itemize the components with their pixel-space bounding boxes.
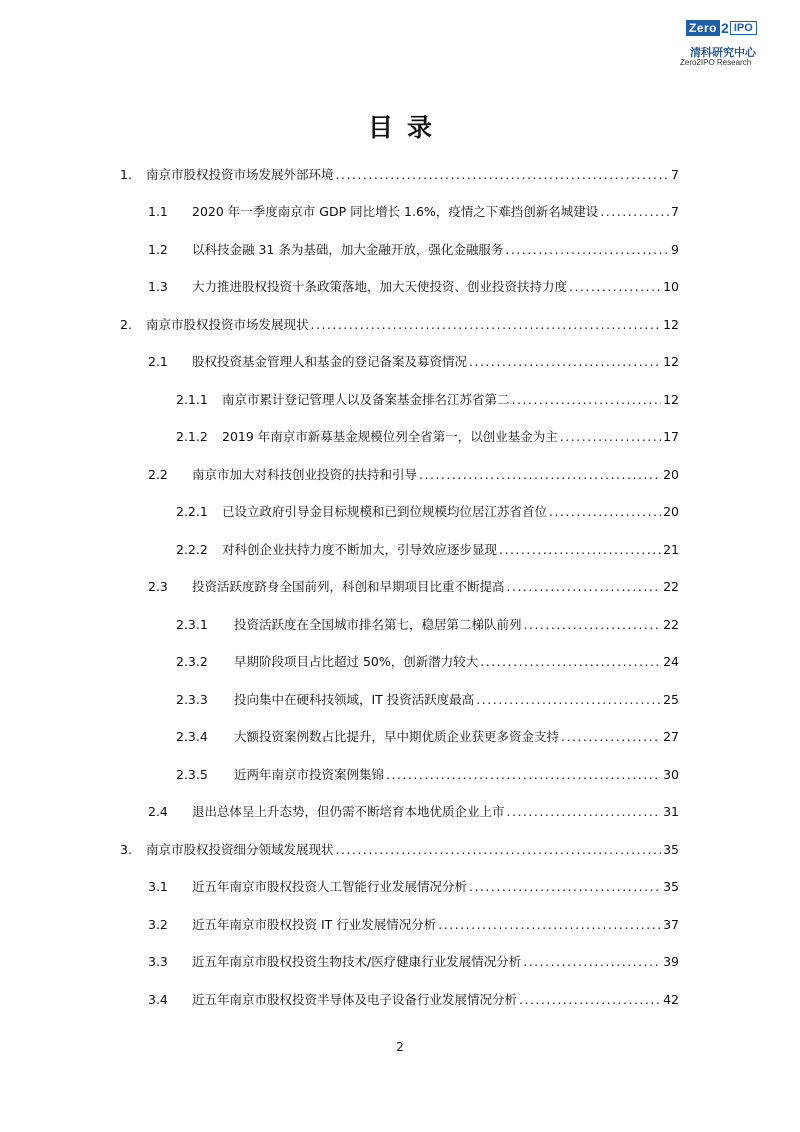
toc-number: 2.3.4 xyxy=(176,729,208,744)
toc-entry[interactable] xyxy=(120,165,679,183)
toc-entry[interactable] xyxy=(120,315,679,333)
toc-page-number: 20 xyxy=(663,467,679,482)
toc-page-number: 31 xyxy=(663,804,679,819)
toc-title: 投资活跃度在全国城市排名第七，稳居第二梯队前列 xyxy=(234,617,522,632)
toc-title: 近五年南京市股权投资人工智能行业发展情况分析 xyxy=(192,879,468,894)
toc-leader-dots xyxy=(311,317,662,332)
toc-leader-dots xyxy=(523,954,661,969)
toc-page-number: 30 xyxy=(663,767,679,782)
toc-entry[interactable] xyxy=(176,427,679,445)
toc-leader-dots xyxy=(505,242,669,257)
toc-page-number: 22 xyxy=(663,617,679,632)
toc-title: 近五年南京市股权投资半导体及电子设备行业发展情况分析 xyxy=(192,992,518,1007)
toc-number: 3.2 xyxy=(148,917,168,932)
logo-two-text: 2 xyxy=(721,20,729,36)
toc-leader-dots xyxy=(524,617,662,632)
toc-title: 股权投资基金管理人和基金的登记备案及募资情况 xyxy=(192,354,468,369)
toc-number: 2.2 xyxy=(148,467,168,482)
toc-number: 2.3.3 xyxy=(176,692,208,707)
toc-page-number: 39 xyxy=(663,954,679,969)
logo-chinese-name: 清科研究中心 xyxy=(690,46,756,59)
toc-title: 南京市股权投资细分领域发展现状 xyxy=(146,842,334,857)
toc-page-number: 9 xyxy=(671,242,679,257)
toc-number: 2.1.2 xyxy=(176,429,208,444)
toc-title: 南京市加大对科技创业投资的扶持和引导 xyxy=(192,467,418,482)
toc-entry[interactable] xyxy=(120,840,679,858)
toc-entry[interactable] xyxy=(176,540,679,558)
zero2ipo-logo xyxy=(672,20,768,70)
toc-number: 1.3 xyxy=(148,279,168,294)
toc-page-number: 7 xyxy=(671,167,679,182)
toc-title: 投资活跃度跻身全国前列，科创和早期项目比重不断提高 xyxy=(192,579,505,594)
logo-zero-text: Zero xyxy=(686,20,720,36)
toc-page-number: 27 xyxy=(663,729,679,744)
toc-number: 2. xyxy=(120,317,132,332)
toc-leader-dots xyxy=(561,729,661,744)
toc-entry[interactable] xyxy=(176,652,679,670)
toc-leader-dots xyxy=(476,692,661,707)
toc-page-number: 35 xyxy=(663,842,679,857)
toc-leader-dots xyxy=(469,879,661,894)
toc-entry[interactable] xyxy=(148,465,679,483)
toc-leader-dots xyxy=(569,279,661,294)
toc-number: 2.4 xyxy=(148,804,168,819)
toc-page-number: 25 xyxy=(663,692,679,707)
toc-leader-dots xyxy=(507,579,662,594)
toc-title: 投向集中在硬科技领域，IT 投资活跃度最高 xyxy=(234,692,475,707)
logo-mark xyxy=(686,20,757,36)
toc-number: 2.3.5 xyxy=(176,767,208,782)
toc-entry[interactable] xyxy=(148,577,679,595)
toc-title: 近五年南京市股权投资 IT 行业发展情况分析 xyxy=(192,917,437,932)
toc-page-number: 21 xyxy=(663,542,679,557)
toc-leader-dots xyxy=(336,167,670,182)
toc-page-number: 20 xyxy=(663,504,679,519)
toc-page-number: 12 xyxy=(663,354,679,369)
logo-ipo-text: IPO xyxy=(730,21,757,35)
toc-number: 2.2.2 xyxy=(176,542,208,557)
toc-number: 2.3.1 xyxy=(176,617,208,632)
toc-entry[interactable] xyxy=(176,727,679,745)
toc-number: 3. xyxy=(120,842,132,857)
toc-entry[interactable] xyxy=(176,615,679,633)
toc-number: 1. xyxy=(120,167,132,182)
toc-title: 大额投资案例数占比提升，早中期优质企业获更多资金支持 xyxy=(234,729,560,744)
toc-leader-dots xyxy=(438,917,661,932)
toc-leader-dots xyxy=(519,992,661,1007)
toc-leader-dots xyxy=(469,354,661,369)
toc-number: 2.1 xyxy=(148,354,168,369)
toc-title: 南京市股权投资市场发展现状 xyxy=(146,317,309,332)
toc-leader-dots xyxy=(560,429,661,444)
toc-number: 2.3.2 xyxy=(176,654,208,669)
toc-page-number: 24 xyxy=(663,654,679,669)
toc-leader-dots xyxy=(512,392,662,407)
toc-title: 2020 年一季度南京市 GDP 同比增长 1.6%，疫情之下难挡创新名城建设 xyxy=(192,204,599,219)
toc-title: 近五年南京市股权投资生物技术/医疗健康行业发展情况分析 xyxy=(192,954,522,969)
toc-entry[interactable] xyxy=(148,915,679,933)
toc-number: 1.1 xyxy=(148,204,168,219)
toc-title: 对科创企业扶持力度不断加大，引导效应逐步显现 xyxy=(222,542,498,557)
toc-entry[interactable] xyxy=(148,202,679,220)
toc-page-number: 12 xyxy=(663,317,679,332)
toc-leader-dots xyxy=(386,767,661,782)
toc-page-number: 10 xyxy=(663,279,679,294)
page-title: 目录 xyxy=(367,113,446,142)
toc-entry[interactable] xyxy=(148,352,679,370)
toc-page-number: 42 xyxy=(663,992,679,1007)
logo-english-name: Zero2IPO Research xyxy=(680,58,752,67)
toc-title: 近两年南京市投资案例集锦 xyxy=(234,767,385,782)
toc-leader-dots xyxy=(419,467,661,482)
toc-leader-dots xyxy=(507,804,662,819)
toc-leader-dots xyxy=(600,204,669,219)
toc-page-number: 12 xyxy=(663,392,679,407)
toc-leader-dots xyxy=(499,542,661,557)
toc-number: 2.3 xyxy=(148,579,168,594)
toc-title: 早期阶段项目占比超过 50%，创新潜力较大 xyxy=(234,654,479,669)
toc-leader-dots xyxy=(480,654,661,669)
toc-page-number: 35 xyxy=(663,879,679,894)
toc-title: 南京市累计登记管理人以及备案基金排名江苏省第二 xyxy=(222,392,510,407)
toc-number: 2.2.1 xyxy=(176,504,208,519)
toc-entry[interactable] xyxy=(176,502,679,520)
toc-entry[interactable] xyxy=(148,240,679,258)
toc-title: 以科技金融 31 条为基础，加大金融开放，强化金融服务 xyxy=(192,242,504,257)
toc-entry[interactable] xyxy=(176,690,679,708)
toc-page-number: 22 xyxy=(663,579,679,594)
toc-leader-dots xyxy=(549,504,661,519)
toc-entry[interactable] xyxy=(176,765,679,783)
page-number: 2 xyxy=(396,1040,404,1054)
toc-number: 3.1 xyxy=(148,879,168,894)
toc-entry[interactable] xyxy=(148,802,679,820)
toc-leader-dots xyxy=(336,842,662,857)
toc-title: 南京市股权投资市场发展外部环境 xyxy=(146,167,334,182)
toc-number: 3.3 xyxy=(148,954,168,969)
toc-number: 2.1.1 xyxy=(176,392,208,407)
toc-number: 3.4 xyxy=(148,992,168,1007)
toc-entry[interactable] xyxy=(176,390,679,408)
toc-title: 2019 年南京市新募基金规模位列全省第一，以创业基金为主 xyxy=(222,429,558,444)
toc-title: 已设立政府引导金目标规模和已到位规模均位居江苏省首位 xyxy=(222,504,548,519)
toc-entry[interactable] xyxy=(148,877,679,895)
toc-entry[interactable] xyxy=(148,990,679,1008)
toc-title: 退出总体呈上升态势，但仍需不断培育本地优质企业上市 xyxy=(192,804,505,819)
toc-entry[interactable] xyxy=(148,952,679,970)
toc-title: 大力推进股权投资十条政策落地，加大天使投资、创业投资扶持力度 xyxy=(192,279,568,294)
toc-page-number: 7 xyxy=(671,204,679,219)
toc-entry[interactable] xyxy=(148,277,679,295)
toc-number: 1.2 xyxy=(148,242,168,257)
toc-page-number: 17 xyxy=(663,429,679,444)
toc-page-number: 37 xyxy=(663,917,679,932)
